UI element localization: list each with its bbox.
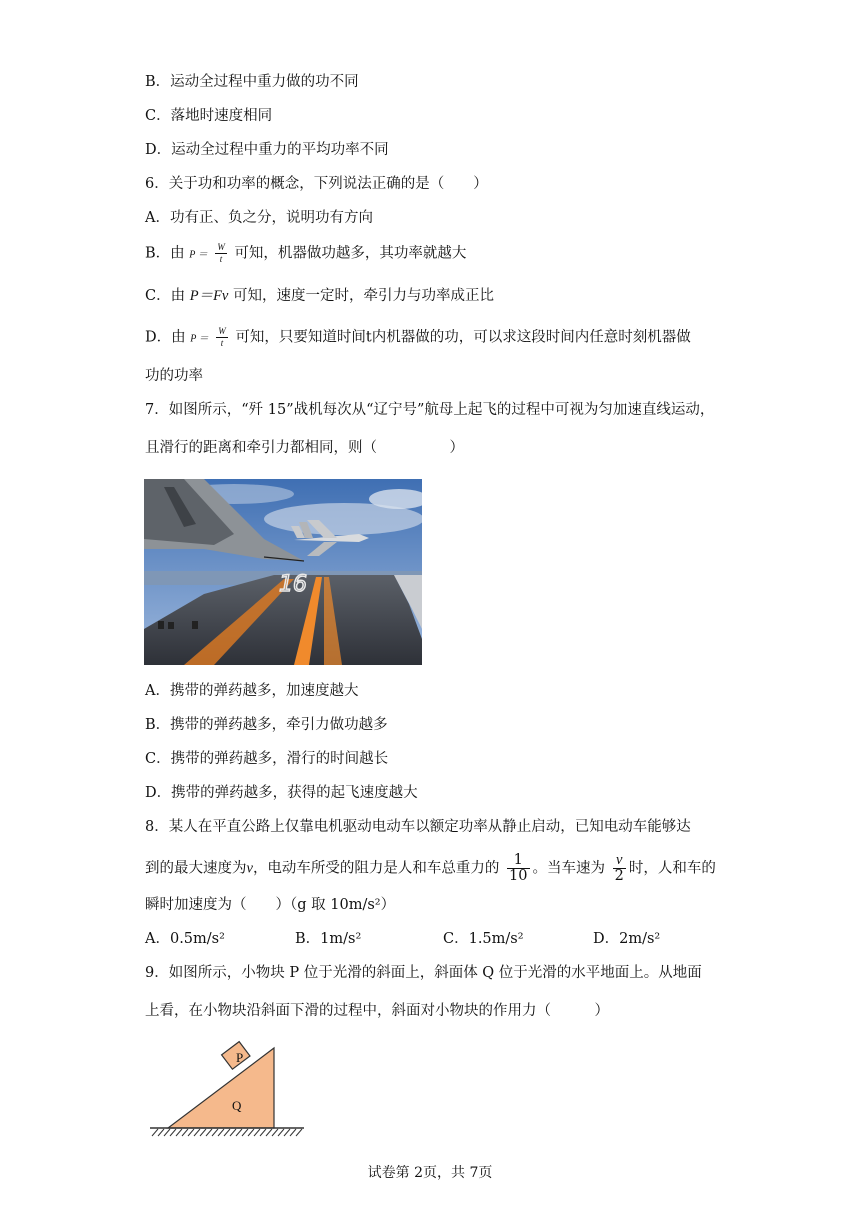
max-speed-symbol: v <box>246 860 253 877</box>
fraction-denominator: t <box>220 338 224 348</box>
q7-stem-line1: 7．如图所示，“歼 15”战机每次从“辽宁号”航母上起飞的过程中可视为匀加速直线运动， <box>145 402 715 418</box>
q7-stem-line2: 且滑行的距离和牵引力都相同，则（ ） <box>145 440 464 456</box>
q6-option-d-continued: 功的功率 <box>145 368 203 384</box>
q7-option-a: A．携带的弹药越多，加速度越大 <box>145 683 359 699</box>
q6-option-d-prefix: D．由 <box>145 329 186 346</box>
q6-option-b-prefix: B．由 <box>145 245 185 262</box>
ground-hatching <box>152 1129 302 1136</box>
q9-stem-line2: 上看，在小物块沿斜面下滑的过程中，斜面对小物块的作用力（ ） <box>145 1003 609 1019</box>
formula-lhs: P ＝ <box>190 333 209 345</box>
q8-stem-line1: 8．某人在平直公路上仅靠电机驱动电动车以额定功率从静止启动，已知电动车能够达 <box>145 819 691 835</box>
q8-stem-part: 到的最大速度为 <box>145 860 247 877</box>
formula-p-fv: P＝Fv <box>189 288 229 304</box>
q5-option-d: D．运动全过程中重力的平均功率不同 <box>145 142 389 158</box>
q8-stem-part: 时，人和车的 <box>628 860 716 877</box>
q6-option-c-suffix: 可知，速度一定时，牵引力与功率成正比 <box>232 288 494 304</box>
half-speed-fraction <box>613 853 626 884</box>
q7-option-c: C．携带的弹药越多，滑行的时间越长 <box>145 751 389 767</box>
incline-diagram <box>148 1040 308 1140</box>
q6-option-d <box>145 326 691 350</box>
fraction-numerator: W <box>217 242 225 252</box>
q6-option-c-prefix: C．由 <box>145 288 186 304</box>
fraction-numerator: v <box>613 853 626 869</box>
fraction-numerator: W <box>218 326 226 336</box>
formula-lhs: P ＝ <box>189 249 208 261</box>
q5-option-b: B．运动全过程中重力做的功不同 <box>145 74 359 90</box>
q9-stem-line1: 9．如图所示，小物块 P 位于光滑的斜面上，斜面体 Q 位于光滑的水平地面上。从地面 <box>145 965 702 981</box>
q8-option-c: C．1.5m/s² <box>443 931 524 947</box>
q5-option-c: C．落地时速度相同 <box>145 108 273 124</box>
q6-option-b <box>145 242 466 266</box>
q7-option-b: B．携带的弹药越多，牵引力做功越多 <box>145 717 388 733</box>
page-footer: 试卷第 2页，共 7页 <box>367 1165 493 1181</box>
q7-option-d: D．携带的弹药越多，获得的起飞速度越大 <box>145 785 418 801</box>
fraction-denominator: t <box>219 254 223 264</box>
q8-option-b: B．1m/s² <box>295 931 362 947</box>
power-fraction <box>215 242 227 265</box>
fraction-denominator: 2 <box>614 868 624 884</box>
label-p: P <box>236 1050 244 1065</box>
deck-number: 16 <box>279 572 307 597</box>
q6-option-d-suffix: 可知，只要知道时间t内机器做的功，可以求这段时间内任意时刻机器做 <box>235 329 691 346</box>
q6-option-a: A．功有正、负之分，说明功有方向 <box>145 210 373 226</box>
label-q: Q <box>232 1098 242 1113</box>
carrier-takeoff-photo <box>144 479 422 665</box>
q6-stem: 6．关于功和功率的概念，下列说法正确的是（ ） <box>145 176 488 192</box>
power-fraction <box>216 326 228 349</box>
wedge-q <box>168 1048 274 1128</box>
q8-option-d: D．2m/s² <box>593 931 661 947</box>
q6-option-b-suffix: 可知，机器做功越多，其功率就越大 <box>234 245 467 262</box>
fraction-numerator: 1 <box>507 853 529 869</box>
q6-option-c <box>145 286 494 306</box>
resistance-fraction <box>507 853 529 884</box>
fraction-denominator: 10 <box>509 868 528 884</box>
q8-stem-line2 <box>145 853 716 884</box>
q8-stem-line3: 瞬时加速度为（ ）（g 取 10m/s²） <box>145 897 396 913</box>
q8-option-a: A．0.5m/s² <box>145 931 225 947</box>
q8-stem-part: ，电动车所受的阻力是人和车总重力的 <box>252 860 500 877</box>
q8-stem-part: 。当车速为 <box>532 860 605 877</box>
